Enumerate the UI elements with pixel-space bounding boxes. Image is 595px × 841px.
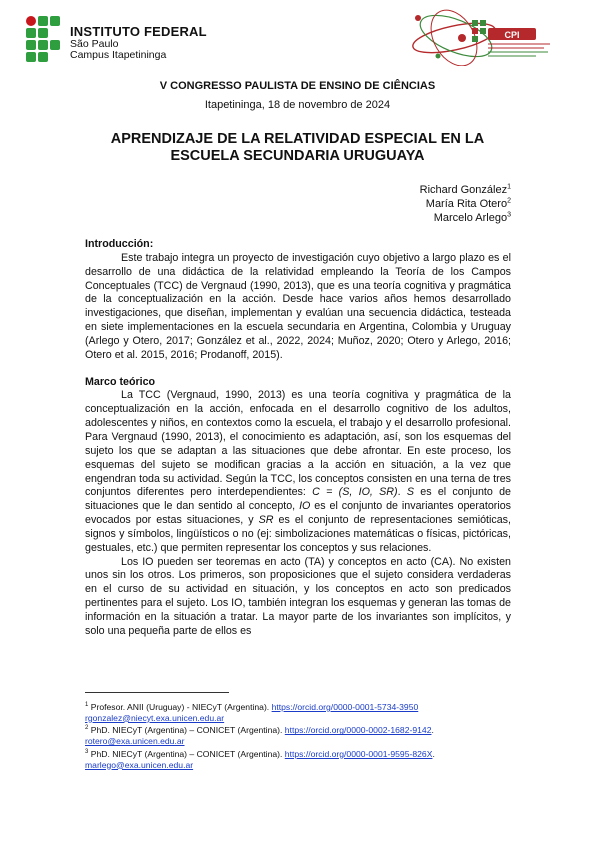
section-heading-introduccion: Introducción: [85,238,154,250]
orcid-link[interactable]: https://orcid.org/0000-0001-9595-826X [284,748,433,759]
intro-paragraph: Este trabajo integra un proyecto de investigación cuyo objetivo a largo plazo es el desarrollo de una didáctica de la relatividad empleando la Teoría de los Campos Conceptuales (TCC) de Vergnaud (1990, 2013), que es una teoría cognitiva y pragmática de la conceptualización en la acción. Desde hace varios años hemos desarrollado investigaciones, que diseñan, implementan y evalúan una secuencia didáctica, testeada en siete implementaciones en la escuela secundaria en Argentina, Colombia y Uruguay (Arlego y Otero, 2017; González et al., 2022, 2024; Muñoz, 2020; Otero y Arlego, 2016; Otero et al. 2015, 2016; Prodanoff, 2015). [85,251,511,361]
cpi-atom-icon [404,8,568,66]
email-link[interactable]: marlego@exa.unicen.edu.ar [85,759,194,770]
institution-campus: Campus Itapetininga [70,49,167,61]
article-body [85,238,511,639]
orcid-link[interactable]: https://orcid.org/0000-0001-5734-3950 [271,701,419,712]
framework-paragraph-2: Los IO pueden ser teoremas en acto (TA) y conceptos en acto (CA). No existen unos sin los otros. Los primeros, son proposiciones que el sujeto considera verdaderas en el curso de su actividad en situación, y los conceptos en acto son predicados pertinentes para el sujeto. Los IO, también integran los esquemas y generan las tomas de información en la situación a tratar. La mayor parte de los invariantes son implícitos, y solo una pequeña parte de ellos es [85,555,511,637]
institution-state: São Paulo [70,38,119,50]
footnote-1: $^1$ Profesor. ANII (Uruguay) - NIECyT (Argentina). https://orcid.org/0000-0001-5734-3950 rgonzalez@niecyt.exa.unicen.edu.ar [85,701,419,723]
framework-paragraph-1: La TCC (Vergnaud, 1990, 2013) es una teoría cognitiva y pragmática de la conceptualización en la acción, enfocada en el desarrollo cognitivo de los adultos, adolescentes y niños, en contextos como la escuela, el trabajo y el desarrollo profesional. Para Vergnaud (1990, 2013), el conocimiento es adaptación, así, son los esquemas del sujeto los que se adaptan a las situaciones que debe afrontar. En este proceso, los esquemas del sujeto se modifican gracias a la acción en situación, a la vez que engendran toda su actividad. Según la TCC, los conceptos consisten en una terna de tres conjuntos diferentes pero interdependientes: C = (S, IO, SR). S es el conjunto de situaciones que le dan sentido al concepto, IO es el conjunto de invariantes operatorios evocados por estas situaciones, y SR es el conjunto de representaciones semióticas, signos y símbolos, lingüísticos o no (ej: simbolizaciones matemáticas o físicas, pictóricas, gestuales, etc.) que permiten representar los conceptos y sus relaciones. [85,389,511,554]
section-heading-marco-teorico: Marco teórico [85,375,156,388]
title-line-1: APRENDIZAJE DE LA RELATIVIDAD ESPECIAL EN LA [110,131,485,147]
author: María Rita Otero$^2$ [425,197,511,210]
footnote-divider [85,692,229,693]
institution-name: INSTITUTO FEDERAL [70,24,207,39]
author-list [420,183,511,225]
footnote-2: $^2$ PhD. NIECyT (Argentina) – CONICET (Argentina). https://orcid.org/0000-0002-1682-9142. rotero@exa.unicen.edu.ar [85,725,434,747]
date-line: Itapetininga, 18 de novembro de 2024 [204,99,391,111]
cpi-logo-text: CPI [504,30,520,40]
footnote-3: $^3$ PhD. NIECyT (Argentina) – CONICET (Argentina). https://orcid.org/0000-0001-9595-826X. marlego@exa.unicen.edu.ar [85,748,435,770]
title-line-2: ESCUELA SECUNDARIA URUGUAYA [170,148,425,164]
email-link[interactable]: rotero@exa.unicen.edu.ar [85,736,185,747]
footnotes [85,700,511,770]
ifsp-logo-mark-icon [26,16,62,64]
email-link[interactable]: rgonzalez@niecyt.exa.unicen.edu.ar [85,712,225,723]
paper-title [70,131,525,165]
author: Richard González$^1$ [419,183,511,196]
congress-name: V CONGRESSO PAULISTA DE ENSINO DE CIÊNCIAS [159,80,436,92]
author: Marcelo Arlego$^3$ [433,211,511,224]
cpi-logo [404,8,568,66]
formula: C = (S, IO, SR) [312,486,398,499]
orcid-link[interactable]: https://orcid.org/0000-0002-1682-9142 [284,725,432,736]
ifsp-logo [26,16,226,70]
